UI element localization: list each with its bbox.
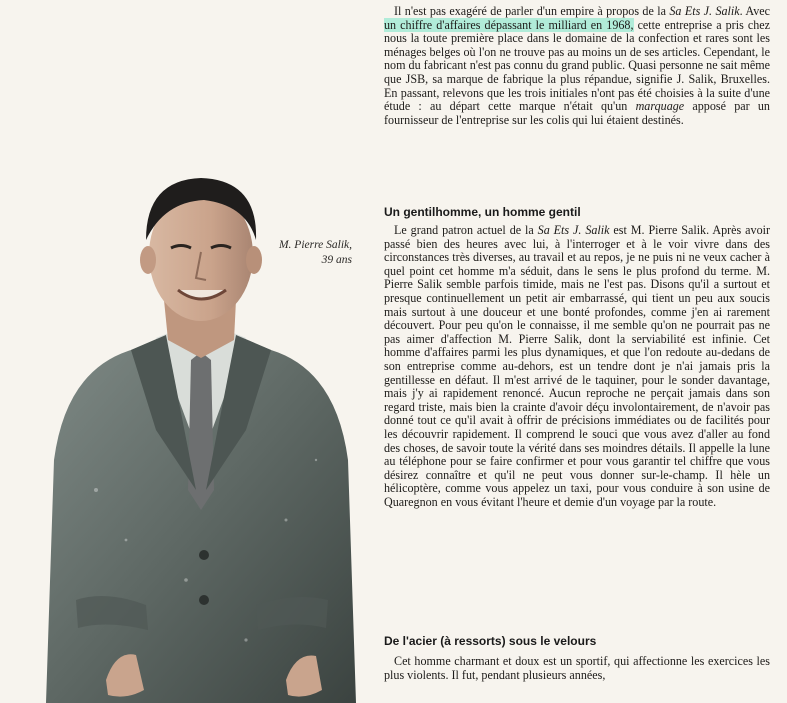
- section-acier: [384, 655, 770, 682]
- intro-text-3: cette entreprise a pris chez nous la toute première place dans le domaine de la confection et rares sont les ménages belges où l'on ne trouve pas au moins un de ses articles. Cependant, le nom du fabricant n'est pas connu du grand public. Quasi personne ne sait même que JSB, sa marque de fabrique la plus répandue, signifie J. Salik, Bruxelles. En passant, relevons que les trois initiales n'ont pas été choisies à la suite d'une étude : au départ cette marque n'était qu'un: [384, 17, 770, 114]
- body-text-1: Le grand patron actuel de la: [394, 223, 538, 237]
- section-intro: [384, 5, 770, 127]
- intro-text-4: apposé par un fournisseur de l'entreprise sur les colis qui lui étaient destinés.: [384, 99, 770, 127]
- intro-text-2: . Avec: [739, 4, 770, 18]
- company-name-2: Sa Ets J. Salik: [537, 223, 610, 237]
- highlighted-phrase: un chiffre d'affaires dépassant le milliard en 1968,: [384, 17, 634, 32]
- heading-gentilhomme: Un gentilhomme, un homme gentil: [384, 205, 581, 219]
- body-text-2: est M. Pierre Salik. Après avoir passé bien des heures avec lui, à l'interroger et à le voir vivre dans des circonstances très diverses, au travail et au repos, je ne puis ni ne veux cacher à quel point cet homme m'a séduit, dans le sens le plus profond du terme. M. Pierre Salik semble parfois timide, mais ne l'est pas. Disons qu'il a surtout et presque continuellement un petit air embarrassé, qui tient un peu aux soucis mais surtout à une douceur et une bonté profondes, comme j'en ai rarement découvert. Pour peu qu'on le connaisse, il me semble qu'on ne pourrait pas ne pas aimer d'affection M. Pierre Salik, dont la serviabilité est infinie. Cet homme d'affaires parmi les plus dynamiques, et que l'on redoute au-dedans de son entreprise comme au-dehors, est un tendre dont je n'ai jamais pris la gentillesse en défaut. Il m'est arrivé de le taquiner, pour le sonder davantage, mais j'y ai rapidement renoncé. Aucun reproche ne perçait jamais dans son regard triste, mais bien la crainte d'avoir déçu involontairement, de n'avoir pas donné tout ce qu'il avait à offrir de précisions immédiates ou de facilités pour les découvrir rapidement. Il comprend le souci que vous avez d'aller au fond des choses, de savoir toute la vérité dans ses moindres détails. Il appelle la lune au téléphone pour se faire confirmer et pour vous garantir tel chiffre que vous désirez connaître et qu'il ne peut vous donner sur-le-champ. Il hèle un hélicoptère, comme vous appelez un taxi, pour vous conduire à son usine de Quaregnon en vous évitant l'heure et demie d'un voyage par la route.: [384, 223, 770, 509]
- paragraph-intro: [384, 5, 770, 127]
- photo-caption: [232, 238, 352, 268]
- paragraph-gentilhomme: [384, 224, 770, 509]
- company-name: Sa Ets J. Salik: [669, 4, 740, 18]
- caption-age: 39 ans: [321, 254, 352, 266]
- caption-name: M. Pierre Salik,: [278, 239, 352, 251]
- section-gentilhomme: [384, 224, 770, 509]
- italic-word: marquage: [635, 99, 685, 114]
- heading-acier: De l'acier (à ressorts) sous le velours: [384, 634, 597, 648]
- paragraph-acier: Cet homme charmant et doux est un sportif, qui affectionne les exercices les plus violents. Il fut, pendant plusieurs années,: [384, 654, 770, 682]
- intro-text-1: Il n'est pas exagéré de parler d'un empire à propos de la: [394, 4, 670, 18]
